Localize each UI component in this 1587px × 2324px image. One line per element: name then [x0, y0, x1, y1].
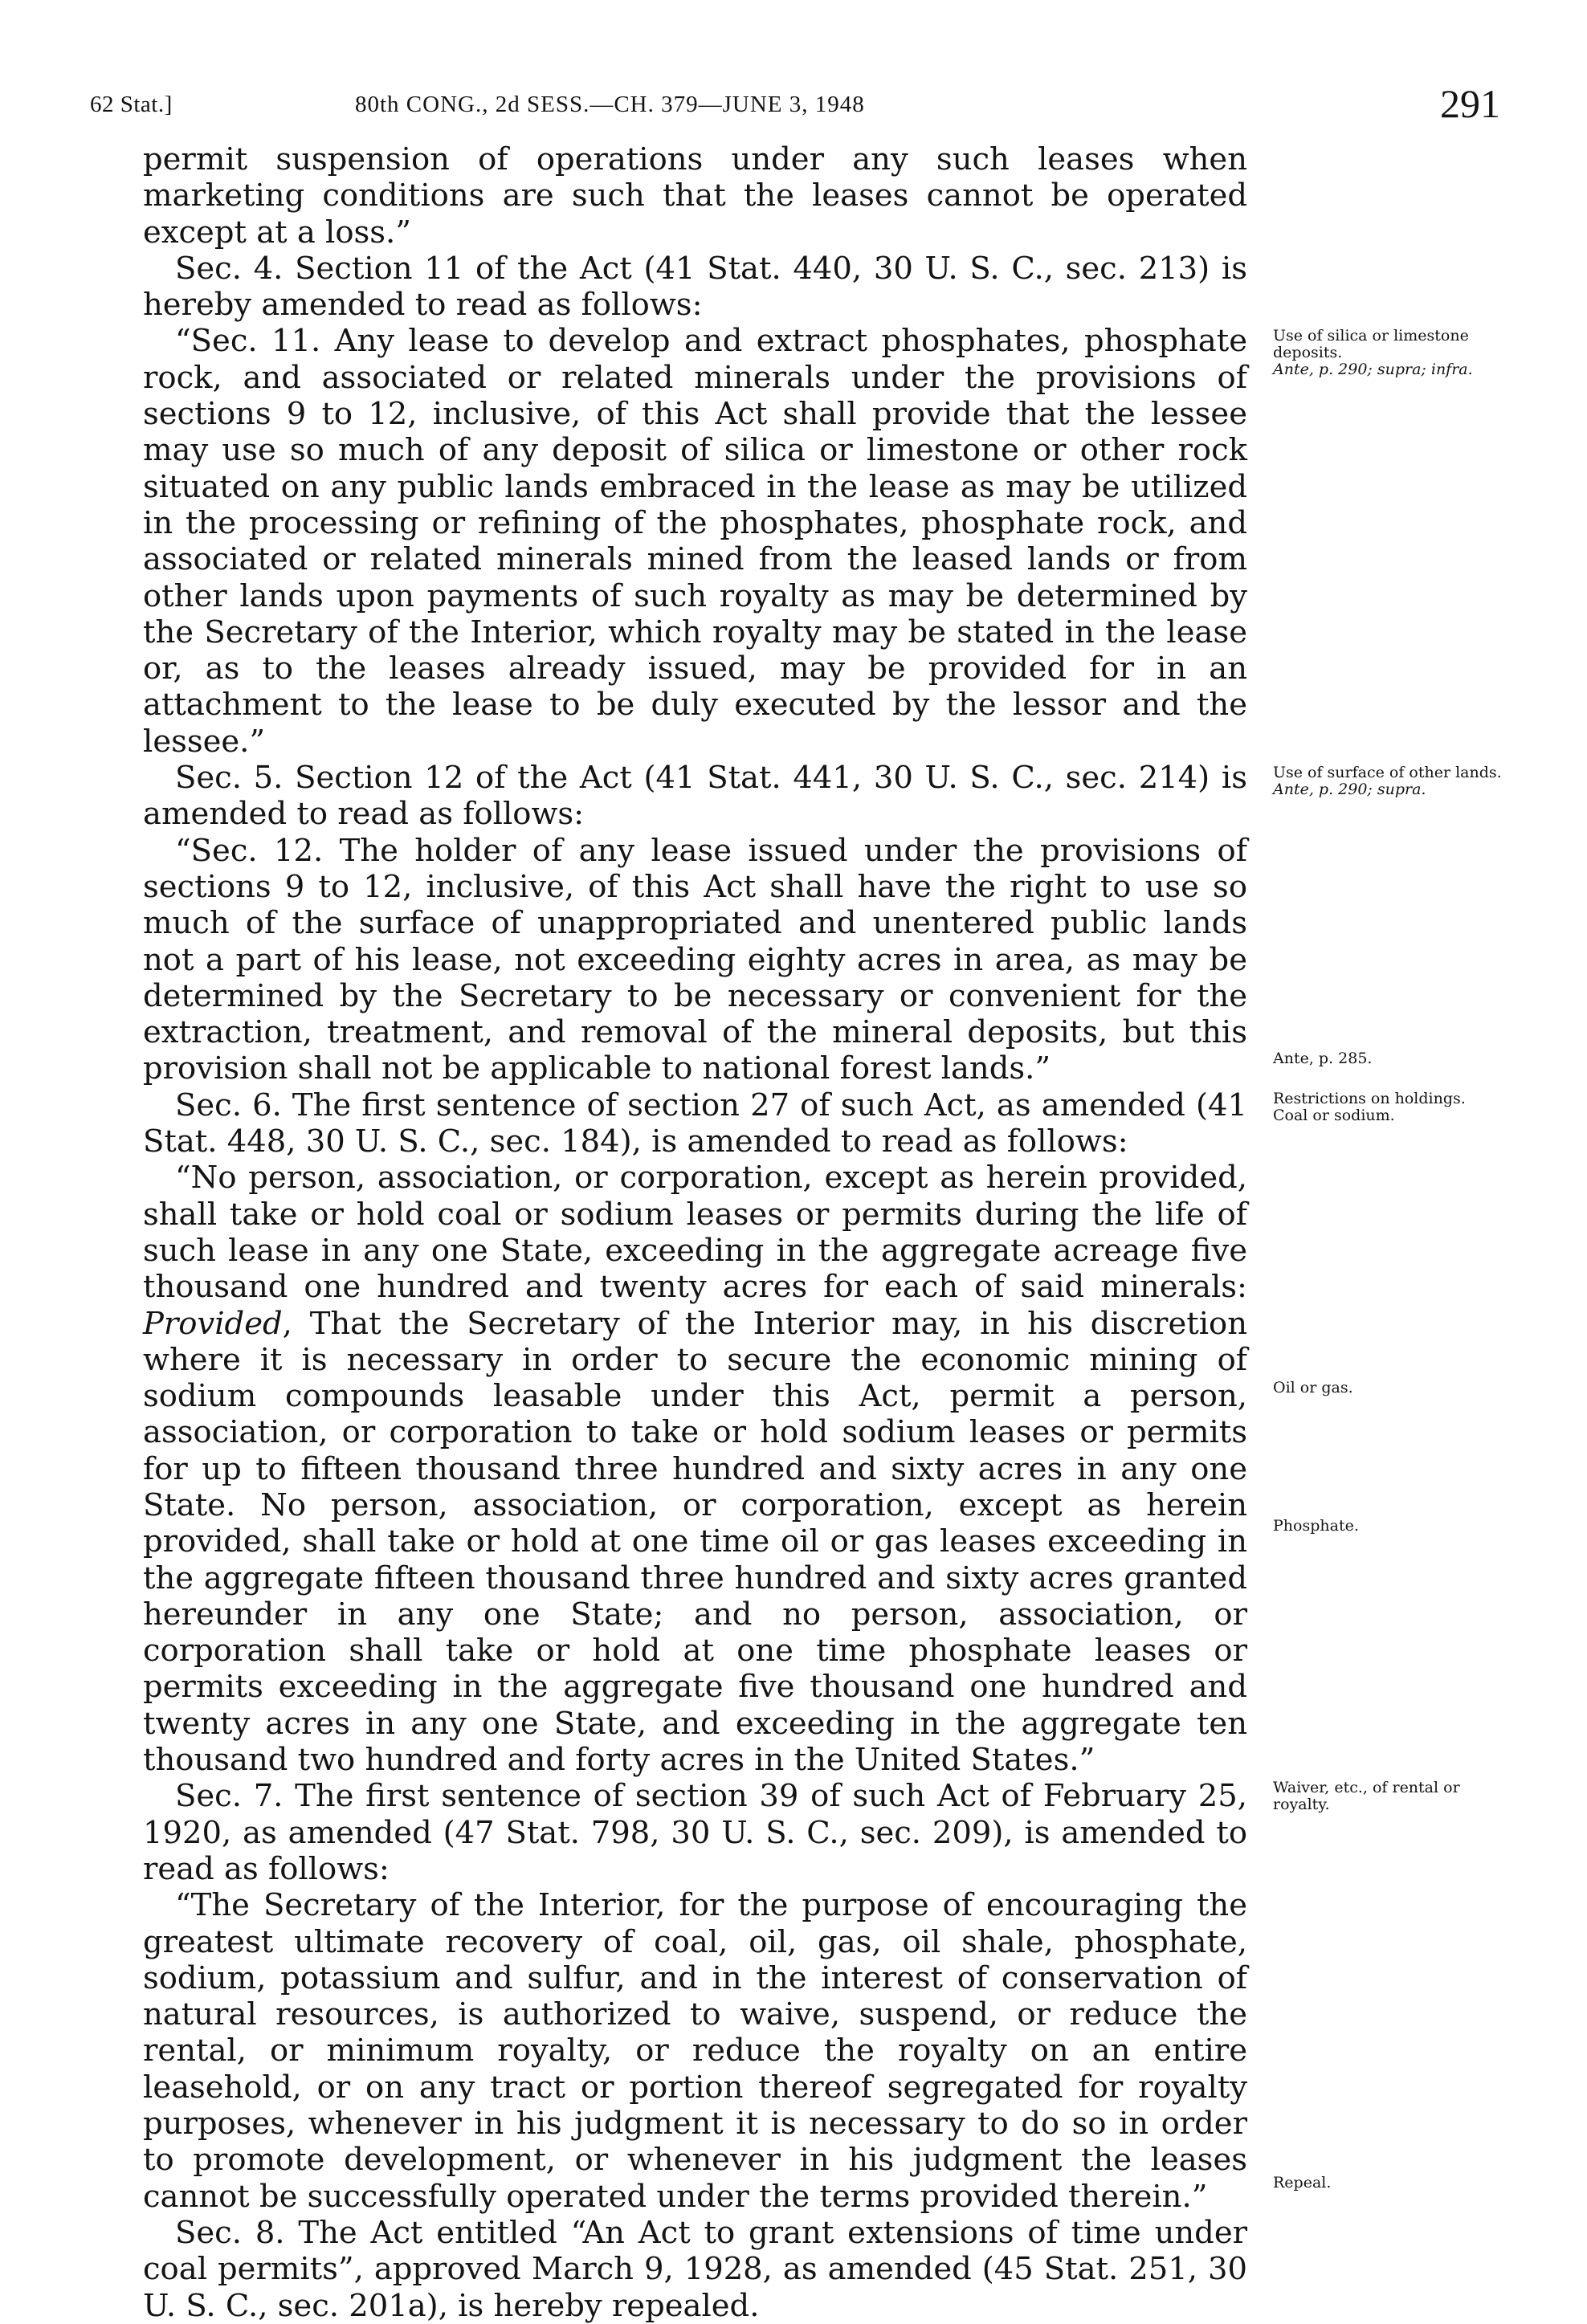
margin-note-surface-cite: Ante, p. 290; supra.: [1273, 781, 1426, 798]
margin-note-oil-gas: Oil or gas.: [1273, 1379, 1353, 1396]
margin-note-silica-cite: Ante, p. 290; supra; infra.: [1273, 361, 1473, 378]
margin-note-restrictions: [1273, 1091, 1514, 1124]
quoted-section-39: “The Secretary of the Interior, for the purpose of encouraging the greatest ultimate recovery of coal, oil, gas, oil shale, phosphate, sodium, potassium and sulfur, and in the interest of conservation of natural resources, is authorized to waive, suspend, or reduce the rental, or minimum royalty, or reduce the royalty on an entire leasehold, or on any tract or portion thereof segregated for royalty purposes, whenever in his judgment it is necessary to do so in order to promote development, or whenever in his judgment the leases cannot be successfully operated under the terms provided therein.”: [143, 1887, 1247, 2215]
margin-note-restrictions-title: Restrictions on holdings.: [1273, 1090, 1466, 1107]
margin-note-waiver: Waiver, etc., of rental or royalty.: [1273, 1779, 1460, 1813]
section-6: [143, 1087, 1247, 1160]
section-8-label: Sec. 8.: [175, 2214, 285, 2251]
paragraph-continuation: permit suspension of operations under any such leases when marketing conditions are such that the leases cannot be operated except at a loss.”: [143, 141, 1247, 251]
quoted-section-12: “Sec. 12. The holder of any lease issued under the provisions of sections 9 to 12, inclusive, of this Act shall have the right to use so much of the surface of unappropriated and unentered public lands not a part of his lease, not exceeding eighty acres in area, as may be determined by the Secretary to be necessary or convenient for the extraction, treatment, and removal of the mineral deposits, but this provision shall not be applicable to national forest lands.”: [143, 832, 1247, 1087]
section-7: [143, 1778, 1247, 1887]
section-7-label: Sec. 7.: [175, 1778, 284, 1815]
quoted-section-27: [143, 1160, 1247, 1778]
section-4-text: Section 11 of the Act (41 Stat. 440, 30 U. S. C., sec. 213) is hereby amended to read as follows:: [143, 250, 1247, 324]
section-5-text: Section 12 of the Act (41 Stat. 441, 30 U. S. C., sec. 214) is amended to read as follows:: [143, 760, 1247, 833]
margin-note-surface-title: Use of surface of other lands.: [1273, 764, 1502, 781]
body-text: [143, 141, 1247, 2324]
section-4-label: Sec. 4.: [175, 250, 284, 287]
margin-note-repeal: Repeal.: [1273, 2174, 1332, 2191]
margin-note-silica: [1273, 328, 1514, 378]
section-5: [143, 760, 1247, 833]
statute-volume: 62 Stat.]: [90, 92, 173, 117]
section-4: [143, 251, 1247, 324]
quoted-section-11: “Sec. 11. Any lease to develop and extract phosphates, phosphate rock, and associated or related minerals under the provisions of sections 9 to 12, inclusive, of this Act shall provide that the lessee may use so much of any deposit of silica or limestone or other rock situated on any public lands embraced in the lease as may be utilized in the processing or refining of the phosphates, phosphate rock, and associated or related minerals mined from the leased lands or from other lands upon payments of such royalty as may be determined by the Secretary of the Interior, which royalty may be stated in the lease or, as to the leases already issued, may be provided for in an attachment to the lease to be duly executed by the lessor and the lessee.”: [143, 323, 1247, 760]
section-27-part-b: , That the Secretary of the Interior may, in his discretion where it is necessary in order to secure the economic mining of sodium compounds leasable under this Act, permit a person, association, or corporation to take or hold sodium leases or permits for up to fifteen thousand three hundred and sixty acres in any one State. No person, association, or corporation, except as herein provided, shall take or hold at one time oil or gas leases exceeding in the aggregate fifteen thousand three hundred and sixty acres granted hereunder in any one State; and no person, association, or corporation shall take or hold at one time phosphate leases or permits exceeding in the aggregate five thousand one hundred and twenty acres in any one State, and exceeding in the aggregate ten thousand two hundred and forty acres in the United States.”: [143, 1305, 1247, 1779]
section-7-text: The first sentence of section 39 of such Act of February 25, 1920, as amended (47 Stat. 798, 30 U. S. C., sec. 209), is amended to read as follows:: [143, 1778, 1248, 1887]
margin-note-coal-sodium: Coal or sodium.: [1273, 1107, 1395, 1124]
section-6-text: The first sentence of section 27 of such Act, as amended (41 Stat. 448, 30 U. S. C., sec. 184), is amended to read as follows:: [143, 1087, 1247, 1160]
margin-note-ante-285: Ante, p. 285.: [1273, 1050, 1373, 1067]
running-head: 80th CONG., 2d SESS.—CH. 379—JUNE 3, 1948: [355, 92, 865, 117]
margin-note-phosphate: Phosphate.: [1273, 1517, 1359, 1535]
provided-italic: Provided: [143, 1305, 283, 1342]
page-header: [90, 80, 1500, 128]
section-8-text: The Act entitled “An Act to grant extensions of time under coal permits”, approved March 9, 1928, as amended (45 Stat. 251, 30 U. S. C., sec. 201a), is hereby repealed.: [143, 2214, 1248, 2324]
section-8: [143, 2215, 1247, 2324]
section-6-label: Sec. 6.: [175, 1087, 282, 1123]
margin-note-silica-title: Use of silica or limestone deposits.: [1273, 327, 1469, 361]
page-number: 291: [1440, 81, 1500, 126]
margin-note-surface: [1273, 764, 1514, 798]
section-5-label: Sec. 5.: [175, 760, 284, 797]
section-27-part-a: “No person, association, or corporation, except as herein provided, shall take or hold coal or sodium leases or permits during the life of such lease in any one State, exceeding in the aggregate acreage five thousand one hundred and twenty acres for each of said minerals:: [143, 1160, 1247, 1306]
